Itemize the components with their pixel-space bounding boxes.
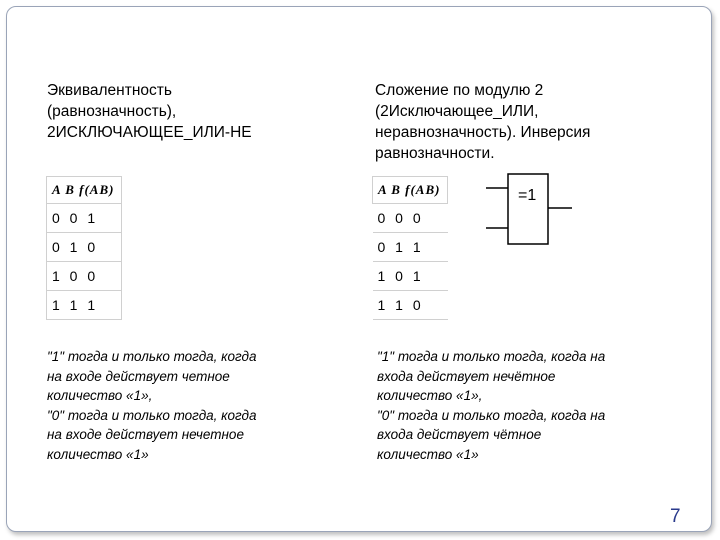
table-row: 1 0 0 (47, 262, 122, 291)
heading-equivalence: Эквивалентность (равнозначность), 2ИСКЛЮЧАЮЩЕЕ_ИЛИ-НЕ (47, 82, 252, 141)
table-row: 0 0 0 (373, 204, 448, 233)
table-header: A B f(AB) (47, 177, 122, 204)
note-equivalence: "1" тогда и только тогда, когда на входе действует четное количество «1», "0" тогда и только тогда, когда на входе действует нечетное количество «1» (47, 349, 257, 462)
gate-label: =1 (518, 187, 537, 204)
table-row: 1 1 0 (373, 291, 448, 320)
truth-table-xor (372, 176, 448, 320)
page-number: 7 (670, 506, 681, 527)
table-row: 1 0 1 (373, 262, 448, 291)
table-header: A B f(AB) (373, 177, 448, 204)
table-row: 0 1 0 (47, 233, 122, 262)
table-row: 0 1 1 (373, 233, 448, 262)
truth-table-equivalence (46, 176, 122, 320)
xor-gate-symbol (486, 168, 576, 248)
table-row: 1 1 1 (47, 291, 122, 320)
table-row: 0 0 1 (47, 204, 122, 233)
heading-xor: Сложение по модулю 2 (2Исключающее_ИЛИ, неравнозначность). Инверсия равнозначности. (375, 82, 591, 162)
note-xor: "1" тогда и только тогда, когда на входа действует нечётное количество «1», "0" тогда и только тогда, когда на входа действует чётное количество «1» (377, 349, 606, 462)
